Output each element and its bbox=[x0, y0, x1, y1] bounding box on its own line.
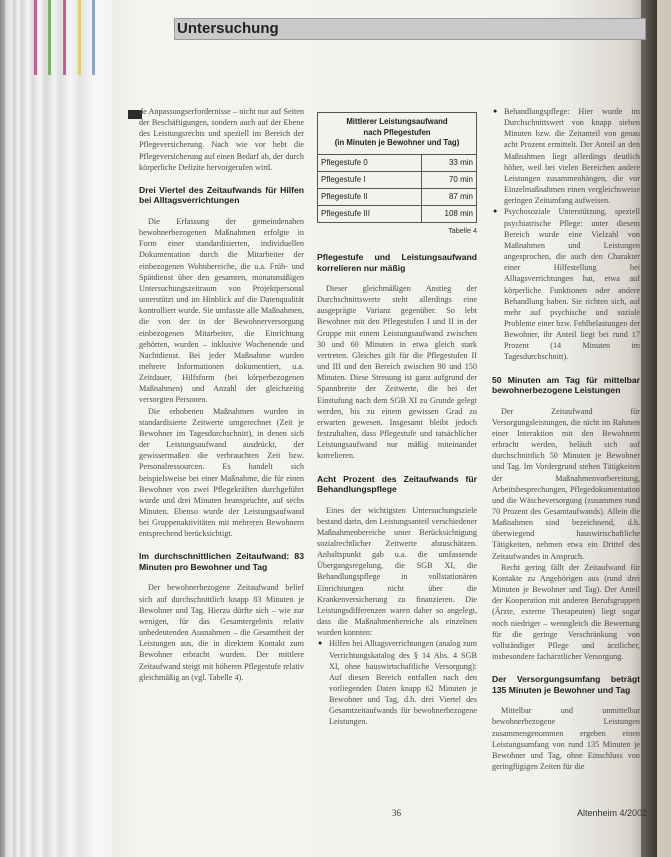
paragraph: Der bewohnerbezogene Zeitaufwand belief sich auf durchschnittlich knapp 83 Minuten je Bewohner und Tag. Hierzu dürfte sich – wie zur wenigen, für das Gesamtergebnis relativ unbedeutenden Ausnahmen – die Gesamtheit der Leistungen aus, die in direktem Kontakt zum Bewohner erbracht wurden. Der mittlere Zeitaufwand steigt mit höheren Pflegestufe relativ gleichmäßig an (vgl. Tabelle 4). bbox=[139, 583, 304, 682]
list-item: ● Hilfen bei Alltagsverrichtungen (analog zum Verrichtungskatalog des § 14 Abs. 4 SGB XI, ohne hauswirtschaftliche Versorgung): Auf diesen Bereich entfallen nach den vorliegenden Daten knapp 62 Minuten je Bewohner und Tag, d.h. drei Viertel des Gesamtzeitaufwands für bewohnerbezogene Leistungen. bbox=[329, 638, 477, 727]
column-1 bbox=[139, 106, 304, 683]
data-table bbox=[317, 154, 477, 223]
book-page-edges bbox=[0, 0, 118, 857]
row-value: 70 min bbox=[422, 171, 477, 188]
subheading: Drei Viertel des Zeitaufwands für Hilfen bei Alltagsverrichtungen bbox=[139, 184, 304, 206]
subheading: Pflegestufe und Leistungsaufwand korrelieren nur mäßig bbox=[317, 252, 477, 273]
table-row bbox=[318, 171, 477, 188]
paragraph: Der Zeitaufwand für Versorgungsleistungen, die nicht im Rahmen einer Interaktion mit den Bewohnern erbracht werden, beläuft sich auf durchschnittlich 50 Minuten je Bewohner und Tag. Im Vordergrund stehen Tätigkeiten der Maßnahmenvorbereitung, Arbeitsbesprechungen, Pflegedokumentation und die Wäscheversorgung (zusammen rund 70 Prozent des Gesamtaufwands). Allein die Maßnahmen sind bezeichnend, d.h. überwiegend hauswirtschaftliche Tätigkeiten, nehmen etwa ein Drittel des Zeitaufwandes in Anspruch. bbox=[492, 406, 640, 561]
bullet-list bbox=[492, 106, 640, 363]
row-label: Pflegestufe III bbox=[318, 205, 422, 222]
table-header-line: (in Minuten je Bewohner und Tag) bbox=[334, 138, 460, 147]
table-4 bbox=[317, 112, 477, 235]
row-value: 87 min bbox=[422, 188, 477, 205]
bullet-list bbox=[317, 638, 477, 727]
list-item: ● Psychosoziale Unterstützung, speziell psychiatrische Pflege: unter diesem Bereich wurde eine Vielzahl von Maßnahmen und Leistungen angesprochen, die auch den Charakter einer Hilfestellung bei Alltagsverrichtungen hat, etwa auf körperliche Funktionen oder andere Behandlung haben. Sie richten sich, auf mehr auf psychische und soziale Probleme einer bzw. Fehlbelastungen der Bewohner, ihr Anteil liegt bei rund 17 Prozent (14 Minuten im Tagesdurchschnitt). bbox=[504, 206, 640, 362]
table-caption: Tabelle 4 bbox=[448, 225, 477, 235]
list-item: ● Behandlungspflege: Hier wurde im Durchschnittswert von knapp sieben Minuten bzw. die Zeitanteil von genau acht Prozent ermittelt. Der Anteil an den Maßnahmen liegt allerdings deutlich höher, weil bei vielen Bereichen andere Leistungen zusammenhängen, die vor Einzelmaßnahmen einen vergleichsweise geringen Zeitumfang aufweisen. bbox=[504, 106, 640, 206]
page-tab-markers bbox=[30, 0, 100, 75]
paragraph: Die Erfassung der gemeindenahen bewohnerbezogenen Maßnahmen erfolgte in Form einer standardisierten, individuellen Dokumentation durch die Mitarbeiter der einbezogenen Wohnbereiche, die u.a. Früh- und Spätdienst über den gesamten, monatsmäßigen Untersuchungszeitraum von Projektpersonal unterstützt und im Hinblick auf die Datenqualität kontrolliert wurde. Sie umfasste alle Maßnahmen, die von der in der Bewohnerversorgung einbezogenen Mitarbeiter, die Einrichtung gehörten, wurden – inklusive Wochenende und Nachtdienst. Bei jeder Maßnahme wurden mehrere Informationen dokumentiert, u.a. Zeitdauer, Hilfsform (bei körperbezogenen Maßnahmen) und Anzahl der gleichzeitig versorgten Personen. bbox=[139, 216, 304, 405]
magazine-issue: Altenheim 4/2002 bbox=[577, 808, 648, 818]
table-header-line: nach Pflegestufen bbox=[363, 127, 431, 137]
paragraph: de Anpassungserfordernisse – nicht nur auf Seiten der Beschäftigungen, sondern auch auf der Ebene des Leistungsrechts und speziell im Bereich der Pflegeversicherung. Nach wie vor hebt die Pflegeversicherung auf einen Bedarf ab, der durch körperliche Defizite hervorgerufen wird. bbox=[139, 107, 304, 172]
paragraph: Die erhobenen Maßnahmen wurden in standardisierte Zeitwerte umgerechnet (Zeit je Bewohner im Tagesdurchschnitt), in denen sich der Leistungsaufwand ausdrückt, der gewissermaßen die verbrauchten Zeit bzw. Personalressourcen. Es handelt sich beispielsweise bei einer Maßnahme, die für einen Bewohner von zwei Pflegekräften durchgeführt wurde und drei Minuten beanspruchte, auf sechs Minuten. Ebenso wurde der Leistungsaufwand bei Gruppenaktivitäten mit mehreren Bewohnern entsprechend berücksichtigt. bbox=[139, 406, 304, 539]
column-3 bbox=[492, 106, 640, 772]
page-number: 36 bbox=[392, 808, 401, 818]
table-row bbox=[318, 205, 477, 222]
document-page bbox=[112, 0, 657, 857]
subheading: Acht Prozent des Zeitaufwands für Behandlungspflege bbox=[317, 473, 477, 494]
paragraph: Eines der wichtigsten Untersuchungsziele bestand darin, den Leistungsanteil verschiedener Maßnahmenbereiche unter Berücksichtigung sozialrechtlicher Zeitwerte abzuschätzen. Anhaltspunkt gab u.a. die umfassende Übergangsregelung, die SGB XI, die Behandlungspflege in vollstationären Einrichtungen nicht über die Krankenversicherung zu finanzieren. Die Leistungsdifferenzen waren daher so angelegt, dass die Maßnahmenbereiche als einzelnen wurden konnten: bbox=[317, 505, 477, 638]
row-label: Pflegestufe II bbox=[318, 188, 422, 205]
paragraph: Mittelbar und unmittelbar bewohnerbezogene Leistungen zusammengenommen ergeben einen Leistungsumfang von rund 135 Minuten je Bewohner und Tag, ohne Einschluss von geringfügigen Zeiten für die bbox=[492, 706, 640, 771]
page-gutter bbox=[641, 0, 657, 857]
row-value: 108 min bbox=[422, 205, 477, 222]
row-value: 33 min bbox=[422, 154, 477, 171]
table-header-line: Mittlerer Leistungsaufwand bbox=[346, 117, 448, 126]
section-title: Untersuchung bbox=[177, 20, 279, 37]
paragraph: Recht gering fällt der Zeitaufwand für Kontakte zu Angehörigen aus (rund drei Minuten je Bewohner und Tag). Der Anteil der Kooperation mit anderen Berufsgruppen (Ärzte, externe Therapeuten) liegt sogar noch niedriger – wenngleich die Bewertung für die geringe Verschränkung von vollständiger Pflege und ärztlicher, insbesondere fachärztlicher Versorgung. bbox=[492, 562, 640, 662]
section-header bbox=[174, 18, 646, 40]
paragraph: Dieser gleichmäßigen Anstieg der Durchschnittswerte steht allerdings eine ausgeprägte Varianz gegenüber. So lebt Bewohner mit den Pflegestufen I und II in der Gruppe mit einem Leistungsaufwand zwischen 30 und 60 Minuten in etwa gleich stark vertreten. Gleiches gilt für die Pflegestufen II und III und den Bereich zwischen 90 und 150 Minuten. Diese Streuung ist ganz aufgrund der Spannbreite der Zeitwerte, die bei der Einstufung nach dem SGB XI zu Grunde gelegt werden, bis zu einem gewissen Grad zu erwarten gewesen. Insgesamt bleibt jedoch festzuhalten, dass Pflegestufe und tatsächlicher Leistungsaufwand nur mäßig miteinander korrelieren. bbox=[317, 284, 477, 461]
table-header bbox=[317, 112, 477, 154]
table-row bbox=[318, 188, 477, 205]
column-2 bbox=[317, 240, 477, 728]
row-label: Pflegestufe I bbox=[318, 171, 422, 188]
subheading: Im durchschnittlichen Zeitaufwand: 83 Minuten pro Bewohner und Tag bbox=[139, 551, 304, 572]
table-row bbox=[318, 154, 477, 171]
subheading: Der Versorgungsumfang beträgt 135 Minuten je Bewohner und Tag bbox=[492, 674, 640, 695]
row-label: Pflegestufe 0 bbox=[318, 154, 422, 171]
subheading: 50 Minuten am Tag für mittelbar bewohnerbezogene Leistungen bbox=[492, 374, 640, 396]
